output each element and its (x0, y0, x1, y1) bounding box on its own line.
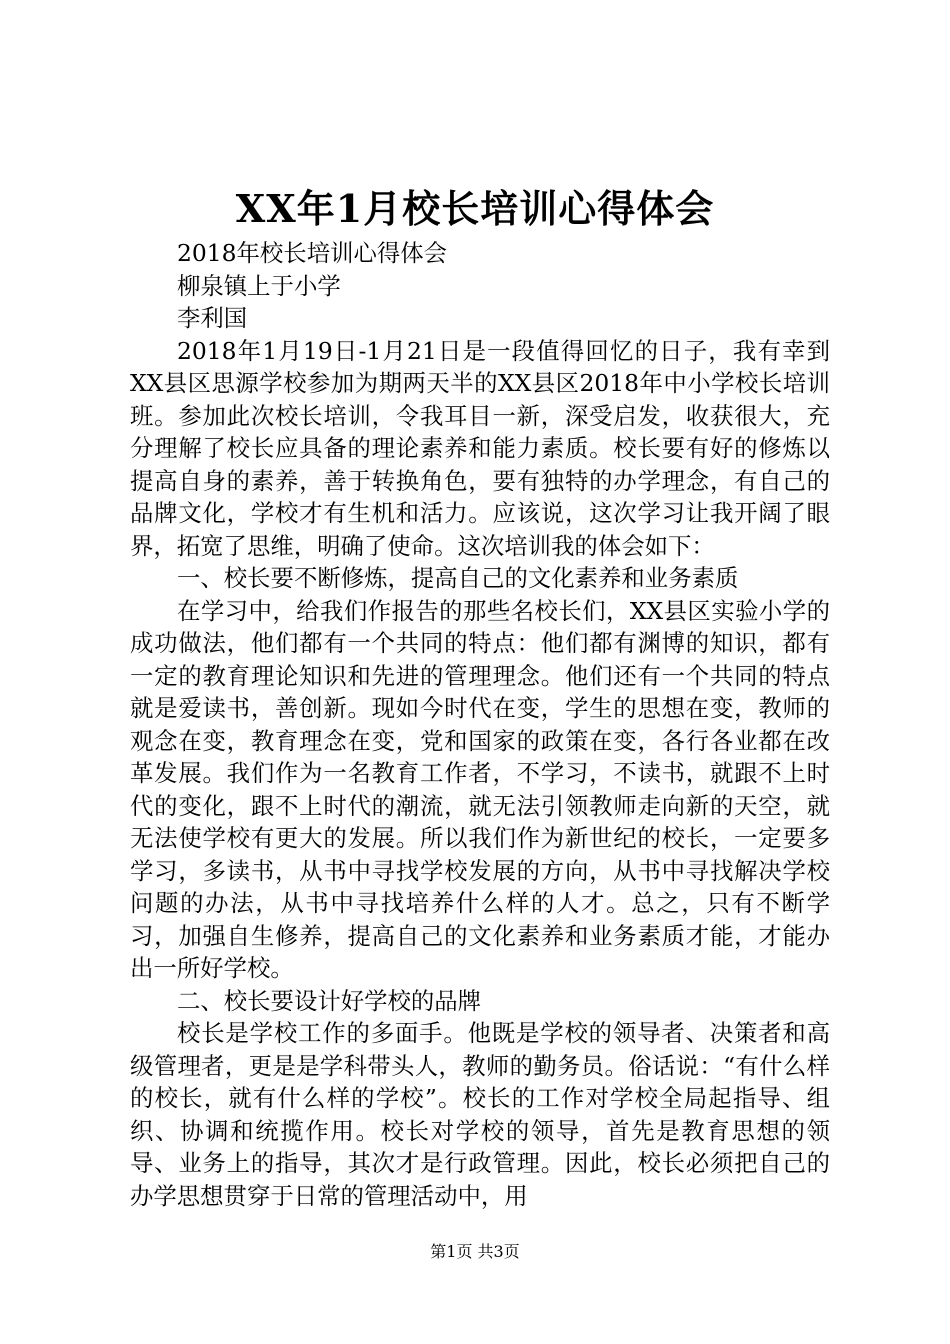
school-name-line: 柳泉镇上于小学 (177, 271, 341, 300)
section-heading-1: 一、校长要不断修炼，提高自己的文化素养和业务素质 (177, 564, 739, 592)
paragraph-section-2 (130, 1017, 830, 1212)
paragraph-text: 在学习中，给我们作报告的那些名校长们，XX县区实验小学的成功做法，他们都有一个共同的特点：他们都有渊博的知识，都有一定的教育理论知识和先进的管理理念。他们还有一个共同的特点就是爱读书，善创新。现如今时代在变，学生的思想在变，教师的观念在变，教育理念在变，党和国家的政策在变，各行各业都在改革发展。我们作为一名教育工作者，不学习，不读书，就跟不上时代的变化，跟不上时代的潮流，就无法引领教师走向新的天空，就无法使学校有更大的发展。所以我们作为新世纪的校长，一定要多学习，多读书，从书中寻找学校发展的方向，从书中寻找解决学校问题的办法，从书中寻找培养什么样的人才。总之，只有不断学习，加强自生修养，提高自己的文化素养和业务素质才能，才能办出一所好学校。 (130, 596, 830, 982)
paragraph-text: 校长是学校工作的多面手。他既是学校的领导者、决策者和高级管理者，更是是学科带头人，教师的勤务员。俗话说：“有什么样的校长，就有什么样的学校”。校长的工作对学校全局起指导、组织、协调和统揽作用。校长对学校的领导，首先是教育思想的领导、业务上的指导，其次才是行政管理。因此，校长必须把自己的办学思想贯穿于日常的管理活动中，用 (130, 1019, 830, 1210)
subtitle-line: 2018年校长培训心得体会 (177, 239, 448, 267)
document-title: XX年1月校长培训心得体会 (235, 186, 715, 231)
page-number-footer: 第1页 共3页 (430, 1242, 520, 1261)
document-body (130, 237, 830, 1212)
section-heading-2: 二、校长要设计好学校的品牌 (177, 986, 482, 1015)
paragraph-intro (130, 335, 830, 563)
paragraph-section-1 (130, 595, 830, 985)
author-name-line: 李利国 (177, 304, 248, 332)
paragraph-text: 2018年1月19日-1月21日是一段值得回忆的日子，我有幸到XX县区思源学校参加为期两天半的XX县区2018年中小学校长培训班。参加此次校长培训，令我耳目一新，深受启发，收获很大，充分理解了校长应具备的理论素养和能力素质。校长要有好的修炼以提高自身的素养，善于转换角色，要有独特的办学理念，有自己的品牌文化，学校才有生机和活力。应该说，这次学习让我开阔了眼界，拓宽了思维，明确了使命。这次培训我的体会如下： (130, 336, 830, 560)
